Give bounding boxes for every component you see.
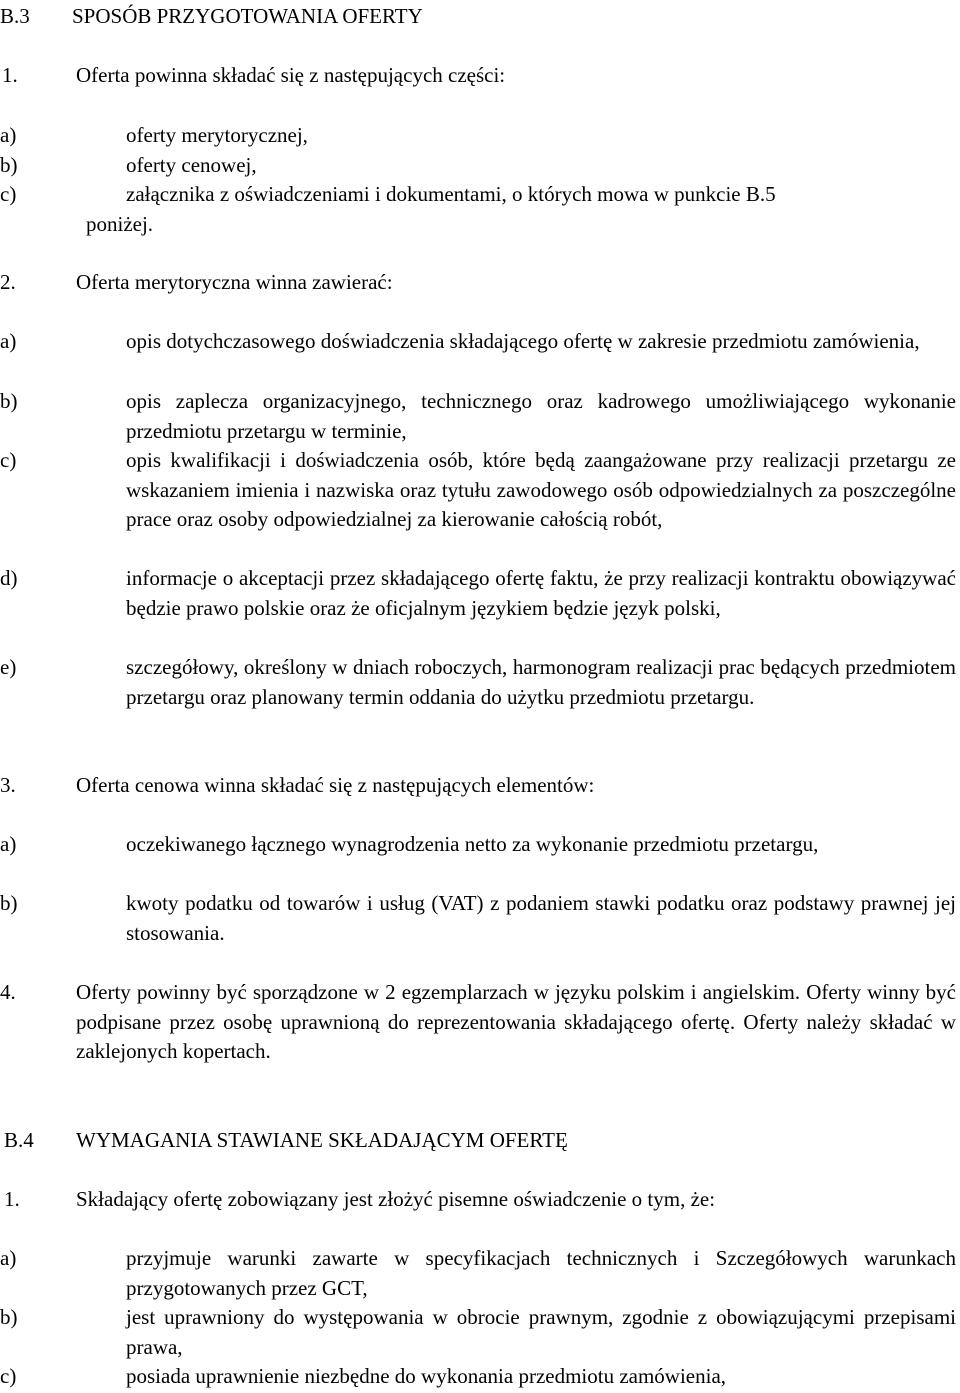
item-text: oferty cenowej,: [126, 153, 257, 177]
list-item: [0, 1362, 956, 1392]
item-label: b): [0, 1305, 18, 1329]
section-number: B.3: [0, 4, 30, 28]
section-title: SPOSÓB PRZYGOTOWANIA OFERTY: [72, 4, 423, 28]
list-item: [0, 180, 956, 210]
item-text: posiada uprawnienie niezbędne do wykonania przedmiotu zamówienia,: [126, 1364, 727, 1388]
section-number: B.4: [4, 1128, 34, 1152]
point-number: 1.: [2, 63, 18, 87]
point-number: 4.: [0, 980, 16, 1004]
point-number: 2.: [0, 270, 16, 294]
item-label: a): [0, 832, 17, 856]
point-text: Składający ofertę zobowiązany jest złożyć pisemne oświadczenie o tym, że:: [76, 1187, 716, 1211]
item-text: informacje o akceptacji przez składającego ofertę faktu, że przy realizacji kontraktu obowiązywać będzie prawo polskie oraz że oficjalnym językiem będzie język polski,: [126, 566, 956, 620]
list-item: [0, 446, 956, 535]
point-number: 1.: [4, 1187, 20, 1211]
section-title: WYMAGANIA STAWIANE SKŁADAJĄCYM OFERTĘ: [76, 1128, 568, 1152]
item-text: kwoty podatku od towarów i usług (VAT) z podaniem stawki podatku oraz podstawy prawnej jej stosowania.: [126, 891, 956, 945]
b3-point-4: [0, 978, 956, 1067]
item-text: przyjmuje warunki zawarte w specyfikacjach technicznych i Szczegółowych warunkach przygotowanych przez GCT,: [126, 1246, 956, 1300]
list-item: [0, 653, 956, 712]
item-text: szczegółowy, określony w dniach roboczych, harmonogram realizacji prac będących przedmiotem przetargu oraz planowany termin oddania do użytku przedmiotu przetargu.: [126, 655, 956, 709]
list-item: [0, 327, 956, 357]
list-item: [0, 151, 956, 181]
item-text: jest uprawniony do występowania w obrocie prawnym, zgodnie z obowiązującymi przepisami prawa,: [126, 1305, 956, 1359]
list-item: [0, 1244, 956, 1303]
list-item: [0, 1303, 956, 1362]
item-label: c): [0, 1364, 17, 1388]
list-item: [0, 564, 956, 623]
item-text: opis kwalifikacji i doświadczenia osób, które będą zaangażowane przy realizacji przetargu ze wskazaniem imienia i nazwiska oraz tytułu zawodowego osób odpowiedzialnych za poszczególne prace oraz osoby odpowiedzialnej za kierowanie całością robót,: [126, 448, 956, 531]
b3-point-3: [0, 771, 956, 801]
item-label: a): [0, 329, 17, 353]
item-label: b): [0, 153, 18, 177]
item-label: b): [0, 389, 18, 413]
item-text: oferty merytorycznej,: [126, 123, 308, 147]
list-item: [0, 387, 956, 446]
item-label: c): [0, 182, 17, 206]
point-text: Oferta cenowa winna składać się z następujących elementów:: [76, 773, 595, 797]
item-label: a): [0, 1246, 17, 1270]
point-number: 3.: [0, 773, 16, 797]
item-label: d): [0, 566, 18, 590]
list-item: [0, 830, 956, 860]
item-text: załącznika z oświadczeniami i dokumentami, o których mowa w punkcie B.5: [126, 182, 776, 206]
item-label: a): [0, 123, 17, 147]
item-continuation: poniżej.: [86, 212, 154, 236]
point-text: Oferta powinna składać się z następujących części:: [76, 63, 506, 87]
item-label: c): [0, 448, 17, 472]
b3-point-2: [0, 268, 956, 298]
item-label: e): [0, 655, 17, 679]
point-text: Oferta merytoryczna winna zawierać:: [76, 270, 393, 294]
b4-point-1: [0, 1185, 956, 1215]
list-item: [0, 889, 956, 948]
point-text: Oferty powinny być sporządzone w 2 egzemplarzach w języku polskim i angielskim. Oferty winny być podpisane przez osobę uprawnioną do reprezentowania składającego ofertę. Oferty należy składać w zaklejonych kopertach.: [76, 980, 956, 1063]
item-text: opis zaplecza organizacyjnego, technicznego oraz kadrowego umożliwiającego wykonanie przedmiotu przetargu w terminie,: [126, 389, 956, 443]
item-text: oczekiwanego łącznego wynagrodzenia netto za wykonanie przedmiotu przetargu,: [126, 832, 819, 856]
list-item: [0, 121, 956, 151]
item-text: opis dotychczasowego doświadczenia składającego ofertę w zakresie przedmiotu zamówienia,: [126, 329, 920, 353]
item-label: b): [0, 891, 18, 915]
b3-point-1: [0, 61, 956, 91]
